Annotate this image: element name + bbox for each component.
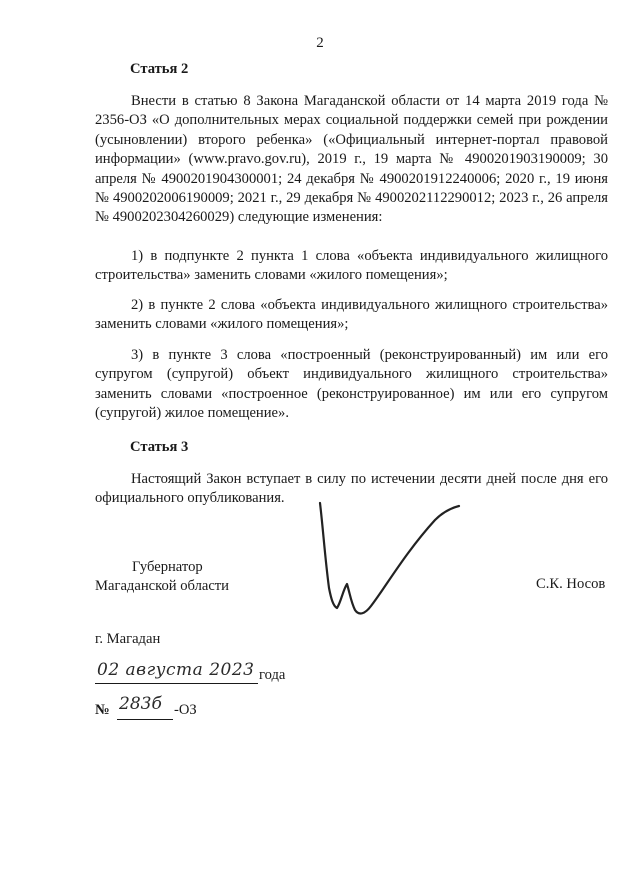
number-underline (117, 719, 173, 720)
article-2-item-3: 3) в пункте 3 слова «построенный (реконструированный) им или его супругом (супругой) объект индивидуального жилищного строительства» заменить словами «построенное (реконструированное) им или его супругом (супругой) жилое помещение». (95, 347, 608, 422)
article-3-heading: Статья 3 (130, 439, 189, 455)
article-2-item-2: 2) в пункте 2 слова «объекта индивидуального жилищного строительства» заменить словами «жилого помещения»; (95, 297, 608, 333)
signatory-name: С.К. Носов (536, 576, 606, 592)
article-2-intro: Внести в статью 8 Закона Магаданской области от 14 марта 2019 года № 2356-ОЗ «О дополнительных мерах социальной поддержки семей при рождении (усыновлении) второго ребенка» («Официальный интернет-портал правовой информации» (www.pravo.gov.ru), 2019 г., 19 марта № 4900201903190009; 30 апреля № 4900201904300001; 24 декабря № 4900201912240006; 2020 г., 19 июня № 4900202006190009; 2021 г., 29 декабря № 4900202112290012; 2023 г., 26 апреля № 4900202304260029) следующие изменения: (95, 93, 608, 226)
law-number-handwritten: 283б (119, 694, 162, 714)
article-3-text: Настоящий Закон вступает в силу по истечении десяти дней после дня его официального опубликования. (95, 471, 608, 507)
page-number: 2 (316, 35, 324, 51)
signatory-title-line-1: Губернатор (132, 559, 203, 575)
date-underline (95, 683, 258, 684)
signatory-title (95, 558, 229, 597)
article-2-item-1: 1) в подпункте 2 пункта 1 слова «объекта индивидуального жилищного строительства» заменить словами «жилого помещения»; (95, 248, 608, 284)
law-number (95, 694, 295, 721)
signing-date (95, 660, 355, 687)
handwritten-signature (315, 498, 465, 623)
signatory-title-line-2: Магаданской области (95, 578, 229, 595)
signing-date-handwritten: 02 августа 2023 (97, 660, 255, 680)
date-suffix: года (259, 667, 286, 683)
article-2-heading: Статья 2 (130, 61, 189, 77)
place-of-signing: г. Магадан (95, 631, 161, 647)
law-number-suffix: -ОЗ (174, 702, 197, 718)
number-sign: № (95, 702, 110, 718)
